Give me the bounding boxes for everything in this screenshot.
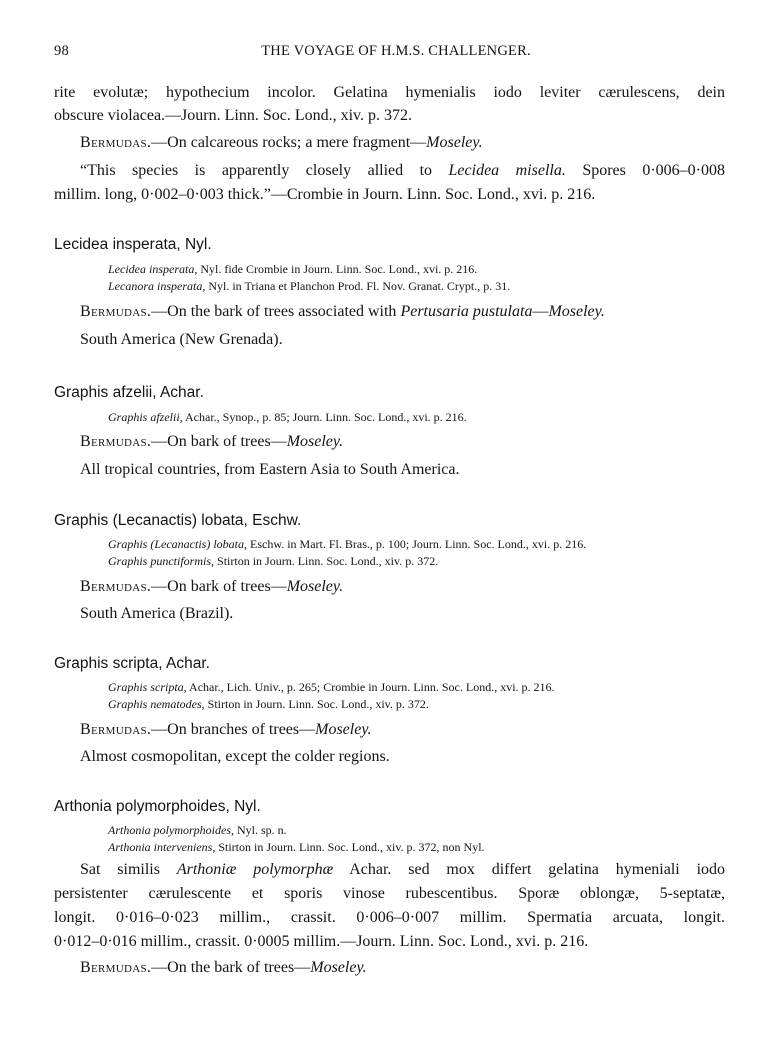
- collector-name: Moseley.: [286, 433, 344, 450]
- locality-text: —On bark of trees—: [151, 578, 287, 595]
- synonym-line: [108, 279, 510, 294]
- synonym-name: Graphis (Lecanactis) lobata,: [108, 537, 247, 551]
- locality-label: Bermudas.: [80, 578, 152, 595]
- species-heading: Graphis scripta, Achar.: [54, 655, 210, 672]
- species-heading: Arthonia polymorphoides, Nyl.: [54, 798, 261, 815]
- locality-text: —On the bark of trees associated with: [151, 303, 401, 320]
- synonym-line: [108, 697, 429, 712]
- synonym-line: [108, 537, 586, 552]
- locality-text: —On bark of trees—: [151, 433, 287, 450]
- species-heading: Graphis (Lecanactis) lobata, Eschw.: [54, 512, 302, 529]
- synonym-citation: Achar., Lich. Univ., p. 265; Crombie in Journ. Linn. Soc. Lond., xvi. p. 216.: [186, 680, 555, 694]
- quote-text-spores: Spores 0·006–0·008: [565, 162, 726, 179]
- quote-species: Lecidea misella.: [448, 162, 566, 179]
- distribution-line: All tropical countries, from Eastern Asia to South America.: [80, 461, 460, 478]
- synonym-name: Lecanora insperata,: [108, 279, 206, 293]
- description-line: 0·012–0·016 millim., crassit. 0·0005 millim.—Journ. Linn. Soc. Lond., xvi. p. 216.: [54, 933, 589, 950]
- description-line: [80, 861, 725, 879]
- synonym-citation: Stirton in Journ. Linn. Soc. Lond., xiv. p. 372.: [214, 554, 439, 568]
- synonym-line: [108, 840, 485, 855]
- locality-label: Bermudas.: [80, 433, 152, 450]
- locality-dash: —: [532, 303, 549, 320]
- synonym-line: [108, 554, 438, 569]
- synonym-citation: Eschw. in Mart. Fl. Bras., p. 100; Journ. Linn. Soc. Lond., xvi. p. 216.: [247, 537, 587, 551]
- collector-name: Moseley.: [426, 134, 483, 151]
- distribution-line: South America (New Grenada).: [80, 331, 283, 348]
- synonym-citation: Achar., Synop., p. 85; Journ. Linn. Soc. Lond., xvi. p. 216.: [182, 410, 467, 424]
- page-number: 98: [54, 43, 69, 59]
- locality-line: [80, 959, 367, 977]
- synonym-name: Graphis punctiformis,: [108, 554, 215, 568]
- locality-line: [80, 433, 343, 451]
- description-line: longit. 0·016–0·023 millim., crassit. 0·006–0·007 millim. Spermatia arcuata, longit.: [54, 909, 725, 926]
- synonym-name: Graphis scripta,: [108, 680, 187, 694]
- collector-name: Moseley.: [310, 959, 367, 976]
- collector-name: Moseley.: [315, 721, 372, 738]
- distribution-line: Almost cosmopolitan, except the colder regions.: [80, 748, 390, 765]
- intro-line-1: rite evolutæ; hypothecium incolor. Gelatina hymenialis iodo leviter cærulescens, dein: [54, 84, 725, 101]
- locality-line: [80, 303, 605, 321]
- locality-line: [80, 578, 343, 596]
- synonym-name: Lecidea insperata,: [108, 262, 198, 276]
- intro-line-2: obscure violacea.—Journ. Linn. Soc. Lond., xiv. p. 372.: [54, 107, 413, 124]
- locality-text: —On the bark of trees—: [151, 959, 311, 976]
- locality-label: Bermudas.: [80, 303, 152, 320]
- associated-species: Pertusaria pustulata: [400, 303, 533, 320]
- synonym-citation: Stirton in Journ. Linn. Soc. Lond., xiv. p. 372.: [204, 697, 429, 711]
- synonym-citation: Nyl. in Triana et Planchon Prod. Fl. Nov. Granat. Crypt., p. 31.: [205, 279, 511, 293]
- intro-quote-line-1: [80, 162, 725, 180]
- synonym-line: [108, 680, 555, 695]
- locality-line: [80, 721, 372, 739]
- description-line: persistenter cærulescente et sporis vinose rubescentibus. Sporæ oblongæ, 5-septatæ,: [54, 885, 725, 902]
- synonym-citation: Nyl. fide Crombie in Journ. Linn. Soc. Lond., xvi. p. 216.: [197, 262, 478, 276]
- intro-quote-line-2: millim. long, 0·002–0·003 thick.”—Crombie in Journ. Linn. Soc. Lond., xvi. p. 216.: [54, 186, 596, 203]
- description-species: Arthoniæ polymorphæ: [176, 861, 334, 878]
- synonym-line: [108, 410, 467, 425]
- locality-text: —On calcareous rocks; a mere fragment—: [151, 134, 427, 151]
- quote-text: “This species is apparently closely allied to: [80, 162, 449, 179]
- description-text: Achar. sed mox differt gelatina hymeniali iodo: [333, 861, 726, 878]
- synonym-line: [108, 823, 287, 838]
- description-text: Sat similis: [80, 861, 177, 878]
- species-heading: Lecidea insperata, Nyl.: [54, 236, 212, 253]
- synonym-name: Arthonia interveniens,: [108, 840, 216, 854]
- locality-label: Bermudas.: [80, 134, 152, 151]
- synonym-citation: Nyl. sp. n.: [234, 823, 287, 837]
- distribution-line: South America (Brazil).: [80, 605, 234, 622]
- synonym-name: Graphis afzelii,: [108, 410, 183, 424]
- intro-locality: [80, 134, 483, 152]
- species-heading: Graphis afzelii, Achar.: [54, 384, 204, 401]
- synonym-citation: Stirton in Journ. Linn. Soc. Lond., xiv. p. 372, non Nyl.: [215, 840, 485, 854]
- collector-name: Moseley.: [286, 578, 344, 595]
- synonym-line: [108, 262, 477, 277]
- locality-label: Bermudas.: [80, 721, 152, 738]
- synonym-name: Arthonia polymorphoides,: [108, 823, 234, 837]
- synonym-name: Graphis nematodes,: [108, 697, 205, 711]
- locality-text: —On branches of trees—: [151, 721, 316, 738]
- collector-name: Moseley.: [548, 303, 605, 320]
- locality-label: Bermudas.: [80, 959, 152, 976]
- running-title: THE VOYAGE OF H.M.S. CHALLENGER.: [261, 43, 531, 59]
